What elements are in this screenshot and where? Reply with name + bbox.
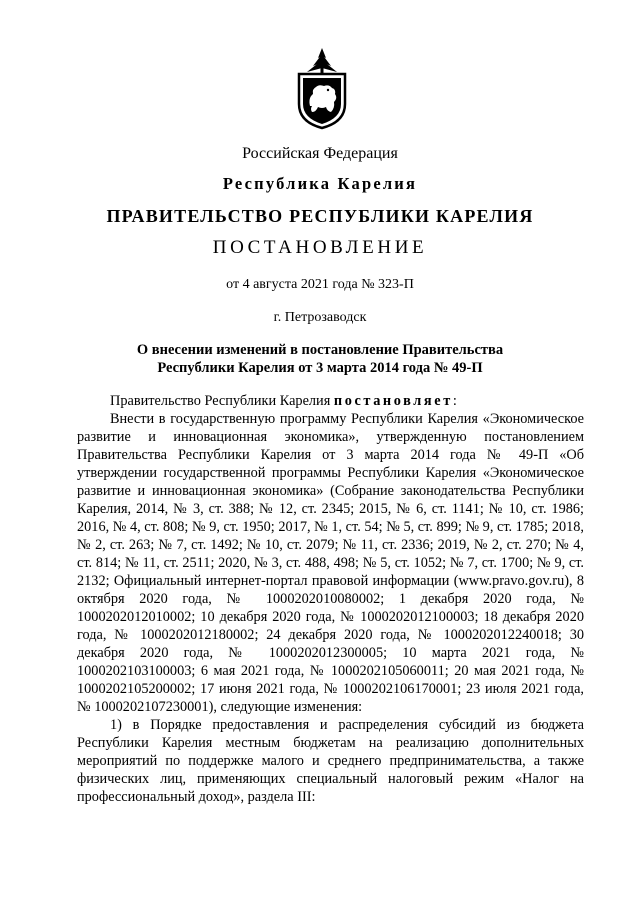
decree-prefix: Правительство Республики Карелия [110,393,334,409]
body-paragraph-1: Внести в государственную программу Республики Карелия «Экономическое развитие и инновационная экономика», утвержденную постановлением Правительства Республики Карелия от 3 марта 2014 года № 49-П «Об утверждении государственной программы Республики Карелия «Экономическое развитие и инновационная экономика» (Собрание законодательства Республики Карелия, 2014, № 3, ст. 388; № 12, ст. 2345; 2015, № 6, ст. 1141; № 10, ст. 1986; 2016, № 4, ст. 808; № 9, ст. 1950; 2017, № 1, ст. 54; № 5, ст. 899; № 9, ст. 1785; 2018, № 2, ст. 263; № 7, ст. 1492; № 10, ст. 2079; № 11, ст. 2336; 2019, № 2, ст. 270; № 4, ст. 814; № 11, ст. 2511; 2020, № 3, ст. 488, 498; № 5, ст. 1052; № 7, ст. 1700; № 9, ст. 2132; Официальный интернет-портал правовой информации (www.pravo.gov.ru), 8 октября 2020 года, № 1000202010080002; 1 декабря 2020 года, № 1000202012010002; 10 декабря 2020 года, № 1000202012100003; 18 декабря 2020 года, № 1000202012180002; 24 декабря 2020 года, № 1000202012240018; 30 декабря 2020 года, № 1000202012300005; 10 марта 2021 года, № 1000202103100003; 6 мая 2021 года, № 1000202105060011; 20 мая 2021 года, № 1000202105200002; 17 июня 2021 года, № 1000202106170001; 23 июля 2021 года, № 1000202107230001), следующие изменения: [77,411,584,715]
coat-of-arms-icon [293,48,351,130]
subject-line-2: Республики Карелия от 3 марта 2014 года № 49-П [157,360,483,376]
document-city: г. Петрозаводск [273,310,367,325]
decree-statement [77,392,584,410]
decree-word: постановляет [333,393,453,409]
subject-line-1: О внесении изменений в постановление Правительства [136,342,504,358]
document-date-number: от 4 августа 2021 года № 323-П [226,277,414,292]
document-subject [0,341,640,377]
decree-suffix: : [452,393,457,409]
document-body [77,392,584,806]
republic-name: Республика Карелия [222,174,418,193]
government-title: ПРАВИТЕЛЬСТВО РЕСПУБЛИКИ КАРЕЛИЯ [106,206,534,226]
body-paragraph-2: 1) в Порядке предоставления и распределения субсидий из бюджета Республики Карелия местным бюджетам на реализацию дополнительных мероприятий по поддержке малого и среднего предпринимательства, а также физических лиц, применяющих специальный налоговый режим «Налог на профессиональный доход», раздела III: [77,717,584,805]
document-type: ПОСТАНОВЛЕНИЕ [212,237,428,258]
country-name: Российская Федерация [242,145,398,162]
